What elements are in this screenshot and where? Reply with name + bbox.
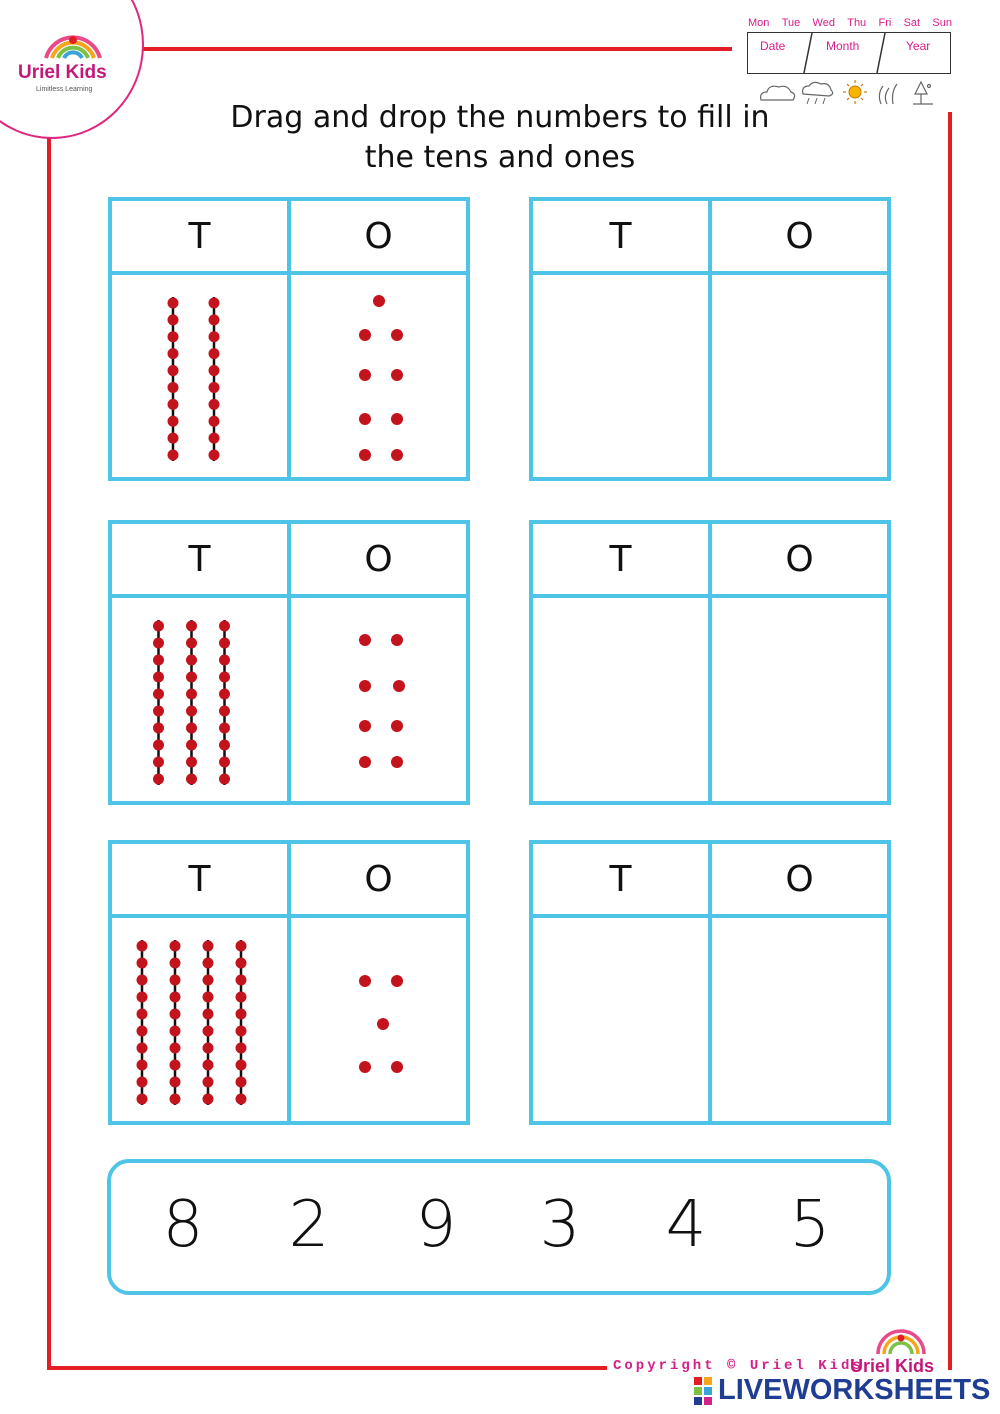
bead <box>236 975 247 986</box>
date-box <box>747 32 951 74</box>
one-dot <box>359 634 371 646</box>
ones-header: O <box>785 858 814 900</box>
one-dot <box>391 756 403 768</box>
tens-drop-zone[interactable] <box>533 918 712 1125</box>
bead <box>186 723 197 734</box>
bead <box>186 706 197 717</box>
bead <box>209 399 220 410</box>
bead <box>186 774 197 785</box>
number-bank <box>107 1159 891 1295</box>
bead <box>203 1094 214 1105</box>
bead <box>209 433 220 444</box>
one-dot <box>377 1018 389 1030</box>
ones-cell <box>291 918 466 1125</box>
bead <box>153 723 164 734</box>
bead <box>168 399 179 410</box>
ones-header: O <box>364 215 393 257</box>
ones-drop-zone[interactable] <box>712 275 887 481</box>
bead <box>209 365 220 376</box>
one-dot <box>359 975 371 987</box>
bead <box>236 1077 247 1088</box>
bead <box>153 774 164 785</box>
date-field-label: Date <box>760 39 786 53</box>
draggable-number[interactable]: 9 <box>415 1188 457 1262</box>
tens-cell <box>112 275 291 481</box>
bead <box>236 1043 247 1054</box>
draggable-number[interactable]: 2 <box>288 1188 330 1262</box>
bead <box>219 655 230 666</box>
bead <box>236 1094 247 1105</box>
place-value-table-3 <box>108 840 470 1125</box>
day-thu: Thu <box>847 17 867 29</box>
bead <box>219 621 230 632</box>
bead <box>209 314 220 325</box>
tens-header: T <box>533 524 712 594</box>
copyright-text: Copyright © Uriel Kids <box>613 1358 864 1374</box>
bead <box>219 689 230 700</box>
tens-drop-zone[interactable] <box>533 598 712 805</box>
one-dot <box>391 975 403 987</box>
one-dot <box>391 369 403 381</box>
ones-drop-zone[interactable] <box>712 598 887 805</box>
ones-dots-icon <box>291 918 470 1125</box>
one-dot <box>391 413 403 425</box>
bead <box>236 992 247 1003</box>
tens-cell <box>112 918 291 1125</box>
bead <box>153 621 164 632</box>
ones-dots-icon <box>291 598 470 805</box>
ones-header: O <box>364 538 393 580</box>
wind-icon <box>879 84 897 104</box>
bead <box>209 382 220 393</box>
bead <box>153 757 164 768</box>
bead <box>153 740 164 751</box>
footer-logo-rainbow-icon <box>872 1322 930 1356</box>
liveworksheets-logo-icon <box>694 1377 712 1405</box>
bead <box>168 348 179 359</box>
one-dot <box>359 449 371 461</box>
bead <box>203 958 214 969</box>
bead <box>168 416 179 427</box>
draggable-number[interactable]: 8 <box>162 1188 204 1262</box>
bead <box>137 1009 148 1020</box>
bead <box>209 450 220 461</box>
ones-cell <box>291 598 466 805</box>
answer-table-2 <box>529 520 891 805</box>
bead <box>137 992 148 1003</box>
bead <box>137 1026 148 1037</box>
one-dot <box>391 720 403 732</box>
bead <box>203 941 214 952</box>
bead <box>219 740 230 751</box>
bead <box>170 1009 181 1020</box>
day-wed: Wed <box>812 17 835 29</box>
weekday-row <box>748 17 952 29</box>
one-dot <box>359 680 371 692</box>
footer-brand: Uriel Kids <box>850 1356 935 1376</box>
page-frame-left <box>47 130 51 1370</box>
bead <box>203 1009 214 1020</box>
bead <box>203 1077 214 1088</box>
bead <box>170 1094 181 1105</box>
page-frame-right <box>948 112 952 1370</box>
snow-icon <box>913 82 933 104</box>
title-line-2: the tens and ones <box>364 140 636 175</box>
bead <box>137 975 148 986</box>
tens-rods-icon <box>112 918 291 1125</box>
tens-header: T <box>533 844 712 914</box>
day-sat: Sat <box>903 17 921 29</box>
bead <box>209 331 220 342</box>
bead <box>219 757 230 768</box>
tens-cell <box>112 598 291 805</box>
bead <box>168 450 179 461</box>
tens-drop-zone[interactable] <box>533 275 712 481</box>
bead <box>203 1043 214 1054</box>
bead <box>236 1060 247 1071</box>
one-dot <box>359 720 371 732</box>
bead <box>186 638 197 649</box>
bead <box>186 672 197 683</box>
one-dot <box>391 634 403 646</box>
bead <box>219 706 230 717</box>
bead <box>219 672 230 683</box>
logo-name: Uriel Kids <box>18 62 107 83</box>
place-value-table-1 <box>108 197 470 481</box>
one-dot <box>391 449 403 461</box>
bead <box>137 1077 148 1088</box>
one-dot <box>391 1061 403 1073</box>
bead <box>203 1060 214 1071</box>
bead <box>209 348 220 359</box>
logo-rainbow-icon <box>38 22 108 62</box>
bead <box>203 1026 214 1037</box>
bead <box>153 672 164 683</box>
bead <box>170 975 181 986</box>
answer-table-1 <box>529 197 891 481</box>
bead <box>203 992 214 1003</box>
draggable-number[interactable]: 3 <box>539 1188 581 1262</box>
answer-table-3 <box>529 840 891 1125</box>
month-field-label: Month <box>826 39 860 53</box>
tens-rods-icon <box>112 275 291 481</box>
bead <box>170 1026 181 1037</box>
bead <box>170 992 181 1003</box>
day-tue: Tue <box>781 17 801 29</box>
tens-header: T <box>112 201 291 271</box>
bead <box>186 621 197 632</box>
ones-header: O <box>364 858 393 900</box>
tens-header: T <box>112 524 291 594</box>
one-dot <box>359 413 371 425</box>
tens-rods-icon <box>112 598 291 805</box>
ones-dots-icon <box>291 275 470 481</box>
bead <box>170 1077 181 1088</box>
page-frame-bottom <box>47 1366 607 1370</box>
bead <box>153 706 164 717</box>
bead <box>137 941 148 952</box>
bead <box>170 958 181 969</box>
one-dot <box>359 369 371 381</box>
bead <box>168 365 179 376</box>
year-field-label: Year <box>906 39 931 53</box>
page-title <box>150 98 850 178</box>
bead <box>186 740 197 751</box>
bead <box>209 298 220 309</box>
title-line-1: Drag and drop the numbers to fill in <box>230 100 770 135</box>
bead <box>186 689 197 700</box>
bead <box>203 975 214 986</box>
bead <box>170 1043 181 1054</box>
bead <box>236 1026 247 1037</box>
bead <box>219 638 230 649</box>
one-dot <box>391 329 403 341</box>
bead <box>168 382 179 393</box>
one-dot <box>359 756 371 768</box>
bead <box>168 331 179 342</box>
liveworksheets-wordmark: LIVEWORKSHEETS <box>718 1374 991 1406</box>
bead <box>186 655 197 666</box>
place-value-table-2 <box>108 520 470 805</box>
bead <box>137 1060 148 1071</box>
one-dot <box>359 1061 371 1073</box>
ones-header: O <box>785 538 814 580</box>
bead <box>137 1094 148 1105</box>
day-fri: Fri <box>878 17 892 29</box>
bead <box>170 941 181 952</box>
bead <box>153 638 164 649</box>
bead <box>170 1060 181 1071</box>
one-dot <box>393 680 405 692</box>
ones-drop-zone[interactable] <box>712 918 887 1125</box>
bead <box>236 1009 247 1020</box>
bead <box>137 958 148 969</box>
tens-header: T <box>533 201 712 271</box>
bead <box>236 941 247 952</box>
bead <box>153 655 164 666</box>
logo-tagline: Limitless Learning <box>36 86 93 93</box>
bead <box>186 757 197 768</box>
ones-header: O <box>785 215 814 257</box>
page-frame-top <box>140 47 732 51</box>
bead <box>153 689 164 700</box>
ones-cell <box>291 275 466 481</box>
tens-header: T <box>112 844 291 914</box>
bead <box>219 774 230 785</box>
bead <box>236 958 247 969</box>
bead <box>168 314 179 325</box>
bead <box>168 433 179 444</box>
one-dot <box>359 329 371 341</box>
draggable-number[interactable]: 5 <box>789 1188 831 1262</box>
day-mon: Mon <box>748 17 770 29</box>
bead <box>168 298 179 309</box>
one-dot <box>373 295 385 307</box>
bead <box>209 416 220 427</box>
day-sun: Sun <box>932 17 952 29</box>
bead <box>219 723 230 734</box>
draggable-number[interactable]: 4 <box>665 1188 707 1262</box>
bead <box>137 1043 148 1054</box>
